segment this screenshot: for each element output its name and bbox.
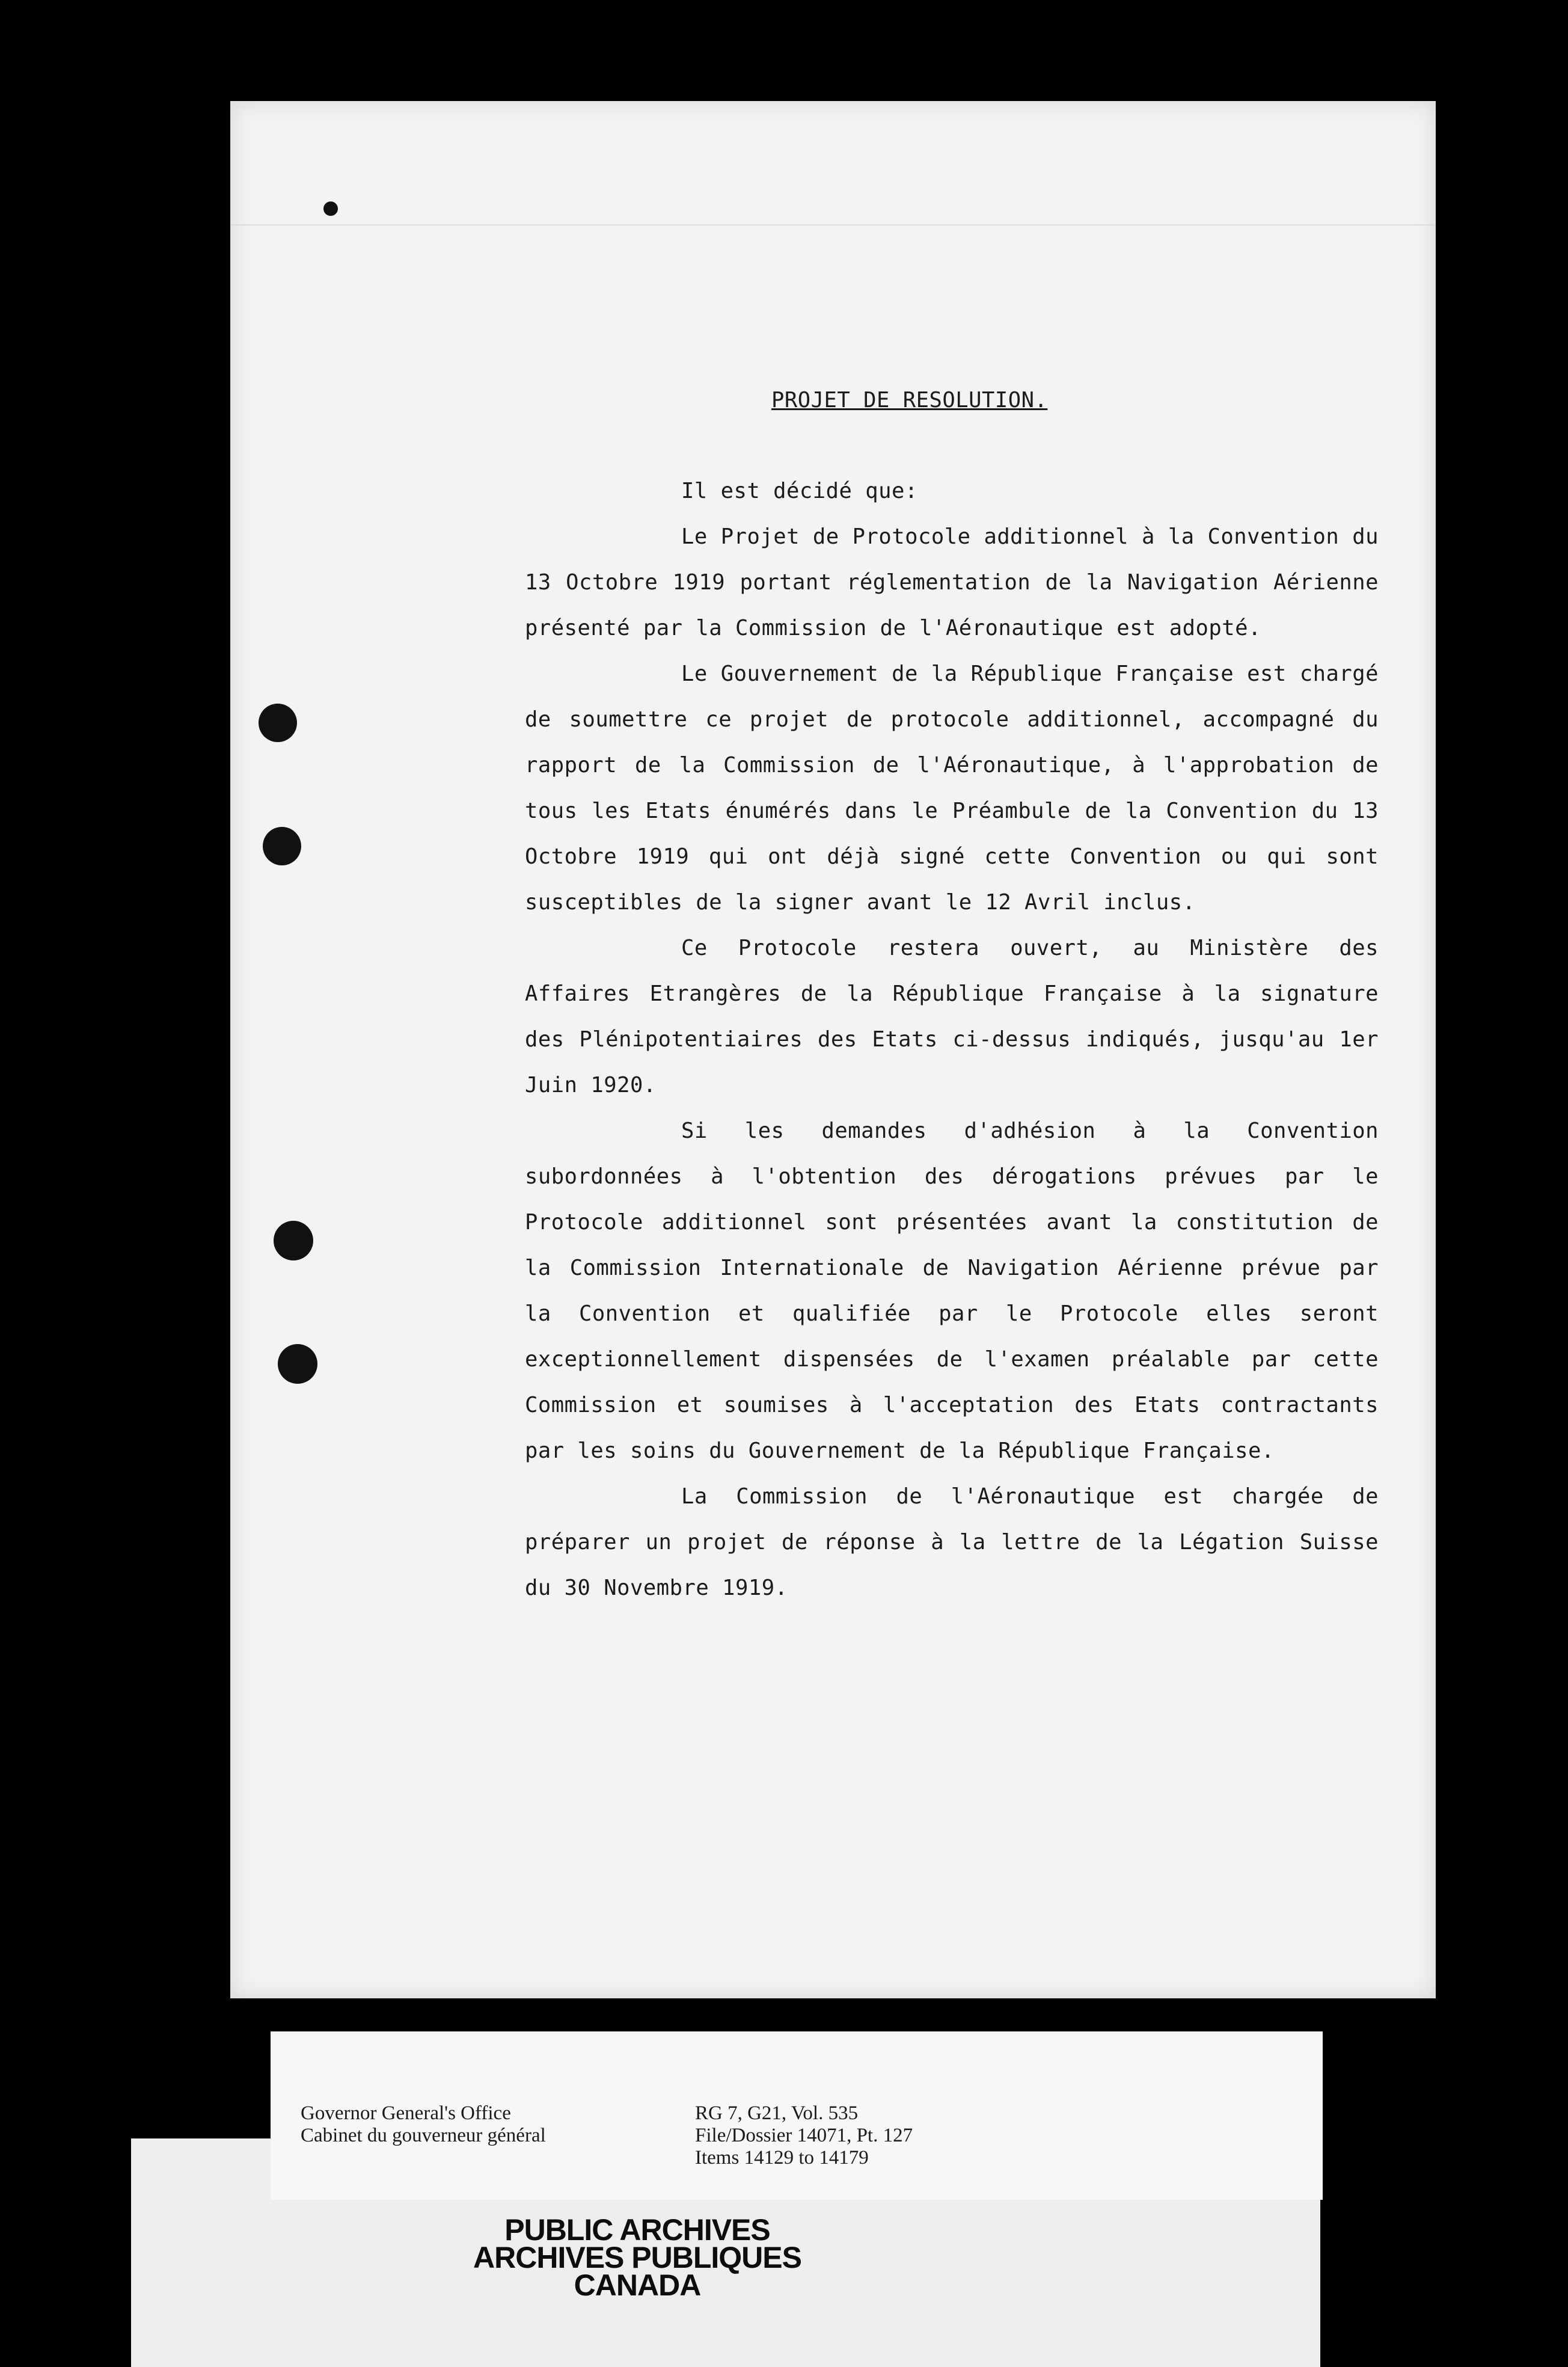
paragraph-signature: Ce Protocole restera ouvert, au Ministère des Affaires Etrangères de la République Française à la signature des Plénipotentiaires des Etats ci-dessus indiqués, jusqu'au 1er Juin 1920. bbox=[525, 936, 1379, 1098]
stamp-line-3: CANADA bbox=[574, 2268, 701, 2302]
punch-hole bbox=[274, 1221, 313, 1260]
typed-page bbox=[230, 101, 1436, 1998]
punch-hole bbox=[259, 704, 297, 742]
punch-hole bbox=[263, 827, 301, 865]
public-archives-stamp bbox=[421, 2213, 854, 2302]
paragraph-submission: Le Gouvernement de la République Française est chargé de soumettre ce projet de protocole additionnel, accompagné du rapport de la Commission de l'Aéronautique, à l'approbation de tous les Etats énumérés dans le Préambule de la Convention du 13 Octobre 1919 qui ont déjà signé cette Convention ou qui sont susceptibles de la signer avant le 12 Avril inclus. bbox=[525, 662, 1379, 915]
document-title: PROJET DE RESOLUTION. bbox=[771, 388, 1048, 413]
stamp-line-1: PUBLIC ARCHIVES bbox=[504, 2213, 770, 2247]
paragraph-response: La Commission de l'Aéronautique est chargée de préparer un projet de réponse à la lettre de la Légation Suisse du 30 Novembre 1919. bbox=[525, 1484, 1379, 1600]
page-rule bbox=[230, 224, 1436, 226]
document-body bbox=[525, 378, 1379, 1611]
label-office-en: Governor General's Office bbox=[301, 2102, 511, 2124]
stamp-line-2: ARCHIVES PUBLIQUES bbox=[473, 2241, 801, 2274]
archive-label-card bbox=[271, 2031, 1323, 2200]
punch-hole bbox=[278, 1344, 317, 1384]
label-office-fr: Cabinet du gouverneur général bbox=[301, 2125, 546, 2146]
small-mark bbox=[323, 201, 338, 216]
paragraph-adhesion: Si les demandes d'adhésion à la Convention subordonnées à l'obtention des dérogations prévues par le Protocole additionnel sont présentées avant la constitution de la Commission Internationale de Navigation Aérienne prévue par la Convention et qualifiée par le Protocole elles seront exceptionnellement dispensées de l'examen préalable par cette Commission et soumises à l'acceptation des Etats contractants par les soins du Gouvernement de la République Française. bbox=[525, 1119, 1379, 1463]
label-file: File/Dossier 14071, Pt. 127 bbox=[695, 2125, 913, 2146]
label-items: Items 14129 to 14179 bbox=[695, 2147, 869, 2169]
document-intro: Il est décidé que: bbox=[681, 479, 918, 503]
paragraph-adoption: Le Projet de Protocole additionnel à la Convention du 13 Octobre 1919 portant réglementation de la Navigation Aérienne présenté par la Commission de l'Aéronautique est adopté. bbox=[525, 524, 1379, 640]
label-reference: RG 7, G21, Vol. 535 bbox=[695, 2102, 859, 2124]
